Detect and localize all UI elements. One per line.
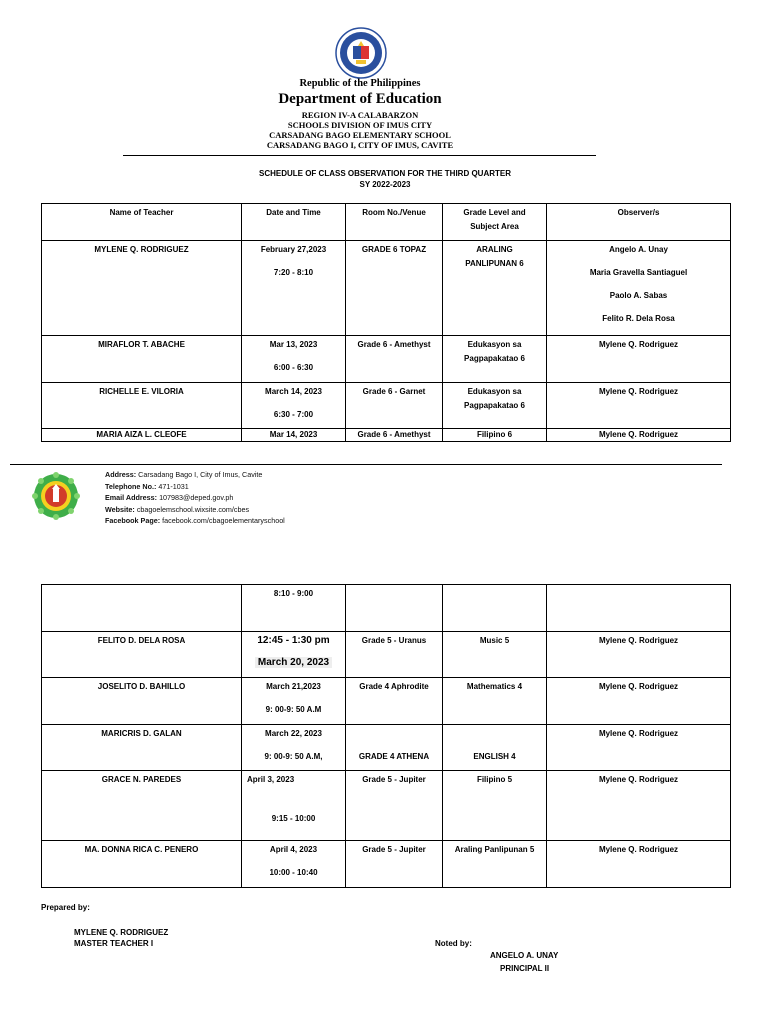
teacher-name: GRACE N. PAREDES xyxy=(42,771,242,841)
noted-by-label: Noted by: xyxy=(435,939,472,948)
table-row xyxy=(42,632,731,678)
teacher-name: FELITO D. DELA ROSA xyxy=(42,632,242,678)
date-time-cell: February 27,2023 7:20 - 8:10 xyxy=(242,241,346,336)
school-year: SY 2022-2023 xyxy=(359,180,411,189)
subject-cell: Araling Panlipunan 5 xyxy=(443,841,547,888)
footer-divider xyxy=(10,464,722,465)
teacher-name xyxy=(42,585,242,632)
observer-cell: Mylene Q. Rodriguez xyxy=(547,336,731,383)
subject-cell: ARALING PANLIPUNAN 6 xyxy=(443,241,547,336)
header-divider xyxy=(123,155,596,156)
observer-cell: Mylene Q. Rodriguez xyxy=(547,632,731,678)
date-time-cell: March 21,2023 9: 00-9: 50 A.M xyxy=(242,678,346,725)
teacher-name: MYLENE Q. RODRIGUEZ xyxy=(42,241,242,336)
date-time-cell: Mar 14, 2023 xyxy=(242,429,346,442)
observer-cell: Mylene Q. Rodriguez xyxy=(547,383,731,429)
department-title: Department of Education xyxy=(278,91,442,107)
subject-cell: Music 5 xyxy=(443,632,547,678)
teacher-name: MARIA AIZA L. CLEOFE xyxy=(42,429,242,442)
observer-cell: Angelo A. Unay Maria Gravella Santiaguel Paolo A. Sabas Felito R. Dela Rosa xyxy=(547,241,731,336)
room-cell: Grade 6 - Amethyst xyxy=(346,336,443,383)
contact-address: Address: Carsadang Bago I, City of Imus, Cavite xyxy=(105,470,263,479)
header-date-time: Date and Time xyxy=(242,204,346,241)
division-line: SCHOOLS DIVISION OF IMUS CITY xyxy=(287,120,433,130)
prepared-by-title: MASTER TEACHER I xyxy=(74,939,154,948)
header-grade-subject: Grade Level and Subject Area xyxy=(443,204,547,241)
room-cell: GRADE 4 ATHENA xyxy=(346,725,443,771)
teacher-name: MA. DONNA RICA C. PENERO xyxy=(42,841,242,888)
room-cell xyxy=(346,585,443,632)
date-time-cell: April 4, 2023 10:00 - 10:40 xyxy=(242,841,346,888)
subject-cell: Filipino 5 xyxy=(443,771,547,841)
date-time-cell: 8:10 - 9:00 xyxy=(242,585,346,632)
teacher-name: MARICRIS D. GALAN xyxy=(42,725,242,771)
date-time-cell: April 3, 2023 9:15 - 10:00 xyxy=(242,771,346,841)
school-line: CARSADANG BAGO ELEMENTARY SCHOOL xyxy=(269,130,451,140)
school-logo-icon xyxy=(32,472,80,520)
date-time-cell: 12:45 - 1:30 pm March 20, 2023 xyxy=(242,632,346,678)
room-cell: Grade 5 - Jupiter xyxy=(346,841,443,888)
contact-facebook: Facebook Page: facebook.com/cbagoelementaryschool xyxy=(105,516,285,525)
table-row xyxy=(42,841,731,888)
republic-line: Republic of the Philippines xyxy=(299,78,421,89)
header-teacher: Name of Teacher xyxy=(42,204,242,241)
room-cell: GRADE 6 TOPAZ xyxy=(346,241,443,336)
prepared-by-label: Prepared by: xyxy=(41,903,90,912)
header-observer: Observer/s xyxy=(547,204,731,241)
table-row xyxy=(42,241,731,336)
room-cell: Grade 5 - Uranus xyxy=(346,632,443,678)
teacher-name: MIRAFLOR T. ABACHE xyxy=(42,336,242,383)
date-time-cell: March 14, 2023 6:30 - 7:00 xyxy=(242,383,346,429)
deped-seal-icon xyxy=(335,27,387,79)
table-row xyxy=(42,771,731,841)
table-row xyxy=(42,336,731,383)
contact-website: Website: cbagoelemschool.wixsite.com/cbes xyxy=(105,504,250,514)
subject-cell: Mathematics 4 xyxy=(443,678,547,725)
observer-cell: Mylene Q. Rodriguez xyxy=(547,725,731,771)
room-cell: Grade 5 - Jupiter xyxy=(346,771,443,841)
table-row xyxy=(42,725,731,771)
subject-cell xyxy=(443,585,547,632)
subject-cell: Edukasyon sa Pagpapakatao 6 xyxy=(443,336,547,383)
teacher-name: RICHELLE E. VILORIA xyxy=(42,383,242,429)
contact-phone: Telephone No.: 471-1031 xyxy=(105,481,189,491)
subject-cell: ENGLISH 4 xyxy=(443,725,547,771)
document-title: SCHEDULE OF CLASS OBSERVATION FOR THE THIRD QUARTER xyxy=(258,169,511,178)
header-room: Room No./Venue xyxy=(346,204,443,241)
date-time-cell: March 22, 2023 9: 00-9: 50 A.M, xyxy=(242,725,346,771)
observer-cell: Mylene Q. Rodriguez xyxy=(547,429,731,442)
observer-cell: Mylene Q. Rodriguez xyxy=(547,678,731,725)
table-row xyxy=(42,585,731,632)
observer-cell: Mylene Q. Rodriguez xyxy=(547,841,731,888)
school-address-line: CARSADANG BAGO I, CITY OF IMUS, CAVITE xyxy=(266,140,454,150)
table-row xyxy=(42,678,731,725)
schedule-table-page-1 xyxy=(41,203,731,442)
observer-cell xyxy=(547,585,731,632)
observer-cell: Mylene Q. Rodriguez xyxy=(547,771,731,841)
noted-by-name: ANGELO A. UNAY xyxy=(490,951,559,960)
region-line: REGION IV-A CALABARZON xyxy=(301,110,419,120)
table-row xyxy=(42,429,731,442)
table-header-row xyxy=(42,204,731,241)
schedule-table-page-2 xyxy=(41,584,731,888)
room-cell: Grade 6 - Garnet xyxy=(346,383,443,429)
prepared-by-name: MYLENE Q. RODRIGUEZ xyxy=(74,928,169,937)
room-cell: Grade 4 Aphrodite xyxy=(346,678,443,725)
noted-by-title: PRINCIPAL II xyxy=(500,964,550,973)
school-contact-block xyxy=(105,469,285,527)
date-time-cell: Mar 13, 2023 6:00 - 6:30 xyxy=(242,336,346,383)
room-cell: Grade 6 - Amethyst xyxy=(346,429,443,442)
contact-email: Email Address: 107983@deped.gov.ph xyxy=(105,493,234,502)
teacher-name: JOSELITO D. BAHILLO xyxy=(42,678,242,725)
table-row xyxy=(42,383,731,429)
subject-cell: Filipino 6 xyxy=(443,429,547,442)
subject-cell: Edukasyon sa Pagpapakatao 6 xyxy=(443,383,547,429)
